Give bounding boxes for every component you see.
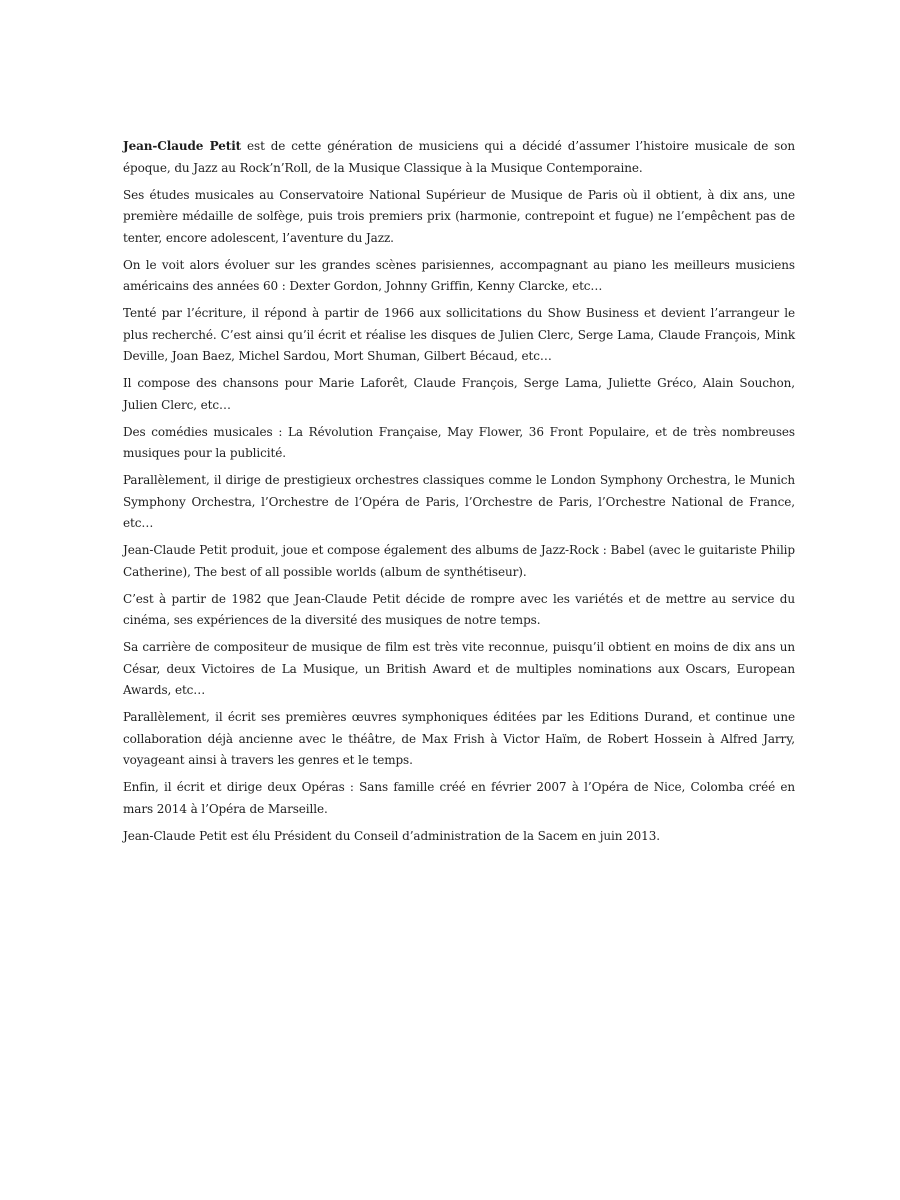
biography-text	[123, 136, 795, 853]
paragraph-sacem: Jean-Claude Petit est élu Président du Conseil d’administration de la Sacem en juin 2013.	[123, 828, 660, 843]
paragraph-cinema: C’est à partir de 1982 que Jean-Claude Petit décide de rompre avec les variétés et de mettre au service du cinéma, ses expériences de la diversité des musiques de notre temps.	[123, 591, 795, 627]
artist-name: Jean-Claude Petit	[123, 139, 242, 153]
paragraph-film-career: Sa carrière de compositeur de musique de film est très vite reconnue, puisqu’il obtient en moins de dix ans un César, deux Victoires de La Musique, un British Award et de multiples nominations aux Oscars, European Awards, etc…	[123, 640, 795, 697]
paragraph-operas: Enfin, il écrit et dirige deux Opéras : Sans famille créé en février 2007 à l’Opéra de Nice, Colomba créé en mars 2014 à l’Opéra de Marseille.	[123, 780, 795, 816]
paragraph-studies: Ses études musicales au Conservatoire National Supérieur de Musique de Paris où il obtient, à dix ans, une première médaille de solfège, puis trois premiers prix (harmonie, contrepoint et fugue) ne l’empêchent pas de tenter, encore adolescent, l’aventure du Jazz.	[123, 187, 795, 245]
paragraph-musicals: Des comédies musicales : La Révolution Française, May Flower, 36 Front Populaire, et de très nombreuses musiques pour la publicité.	[123, 424, 795, 460]
paragraph-jazz-scenes: On le voit alors évoluer sur les grandes scènes parisiennes, accompagnant au piano les meilleurs musiciens américains des années 60 : Dexter Gordon, Johnny Griffin, Kenny Clarcke, etc…	[123, 257, 795, 293]
intro-text: est de cette génération de musiciens qui a décidé d’assumer l’histoire musicale de son époque, du Jazz au Rock’n’Roll, de la Musique Classique à la Musique Contemporaine.	[123, 139, 795, 175]
paragraph-arranger: Tenté par l’écriture, il répond à partir de 1966 aux sollicitations du Show Business et devient l’arrangeur le plus recherché. C’est ainsi qu’il écrit et réalise les disques de Julien Clerc, Serge Lama, Claude François, Mink Deville, Joan Baez, Michel Sardou, Mort Shuman, Gilbert Bécaud, etc…	[123, 306, 795, 363]
paragraph-orchestras: Parallèlement, il dirige de prestigieux orchestres classiques comme le London Symphony Orchestra, le Munich Symphony Orchestra, l’Orchestre de l’Opéra de Paris, l’Orchestre de Paris, l’Orchestre National de France, etc…	[123, 473, 795, 530]
paragraph-intro	[123, 136, 795, 179]
paragraph-symphonic-works: Parallèlement, il écrit ses premières œuvres symphoniques éditées par les Editions Durand, et continue une collaboration déjà ancienne avec le théâtre, de Max Frish à Victor Haïm, de Robert Hossein à Alfred Jarry, voyageant ainsi à travers les genres et le temps.	[123, 710, 795, 767]
paragraph-albums: Jean-Claude Petit produit, joue et compose également des albums de Jazz-Rock : Babel (avec le guitariste Philip Catherine), The best of all possible worlds (album de synthétiseur).	[123, 543, 795, 579]
paragraph-songs: Il compose des chansons pour Marie Laforêt, Claude François, Serge Lama, Juliette Gréco, Alain Souchon, Julien Clerc, etc…	[123, 376, 795, 412]
